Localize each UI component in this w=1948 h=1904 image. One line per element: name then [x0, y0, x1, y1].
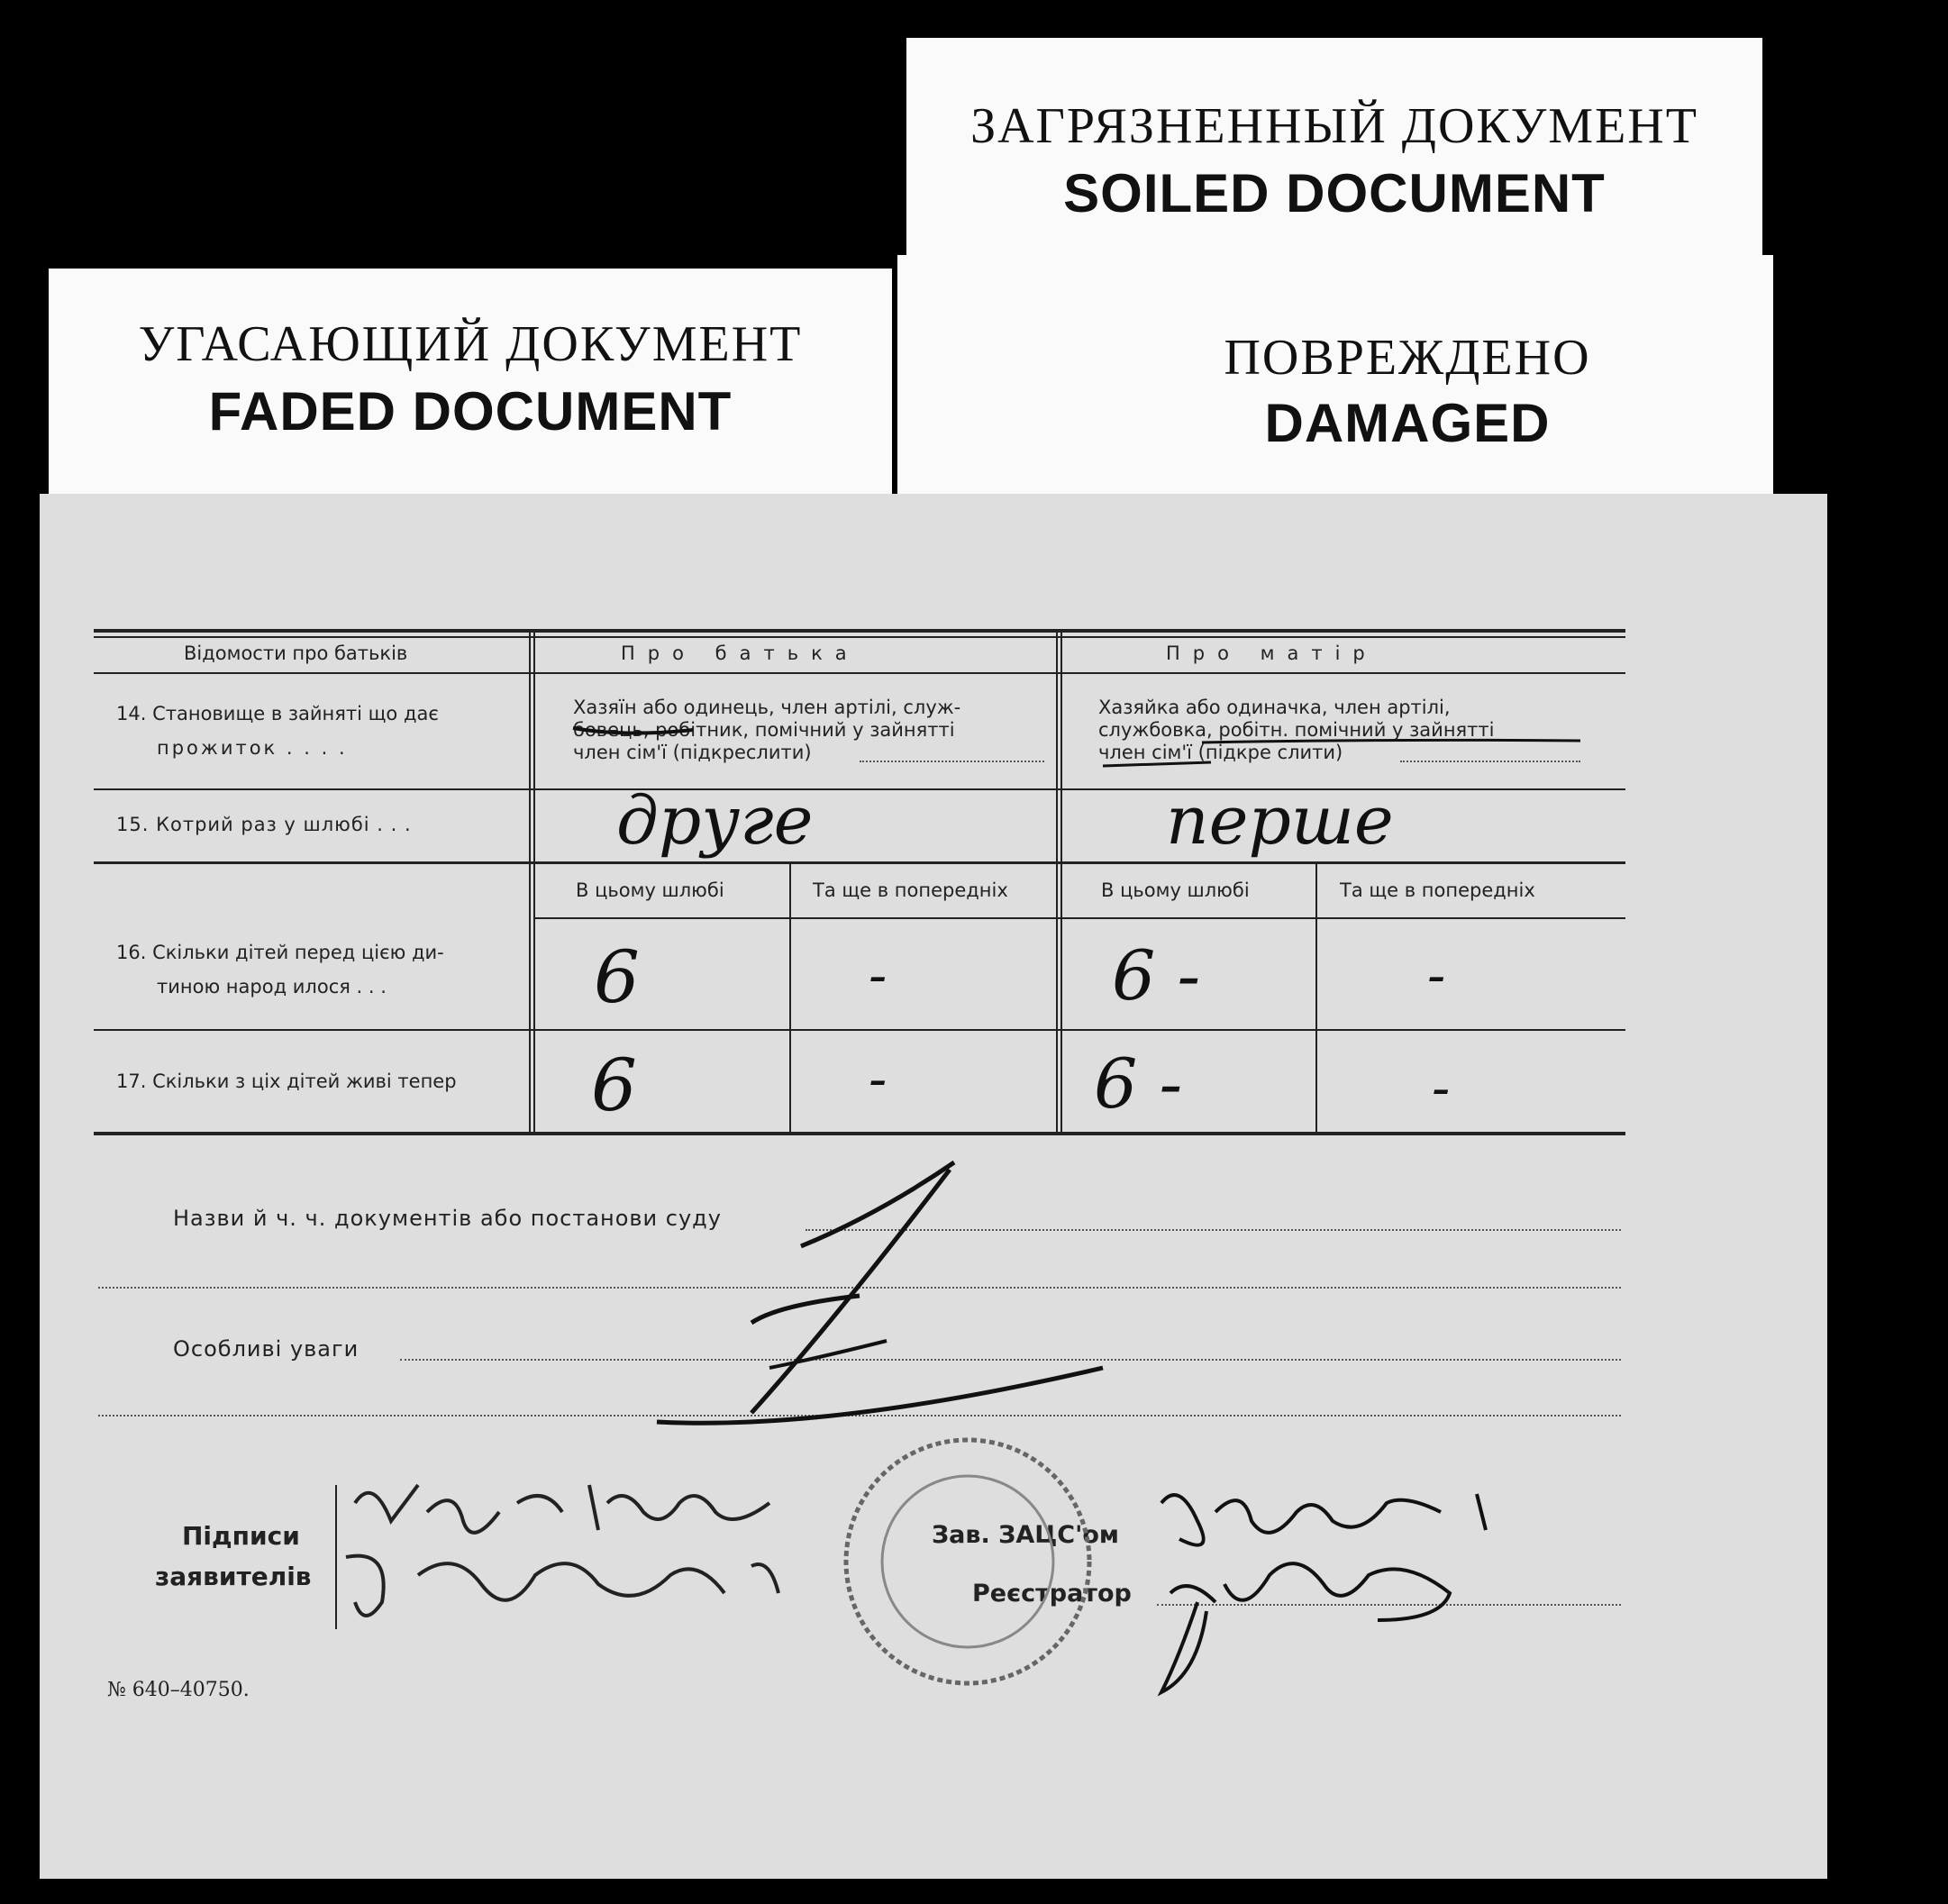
row16-mother-this: 6 - [1112, 935, 1201, 1016]
head-of-registry-label: Зав. ЗАЦС'ом [932, 1521, 1119, 1549]
row-divider [94, 1029, 1625, 1031]
row14-father-line1: Хазяїн або одинець, член артілі, служ- [573, 697, 961, 718]
row-divider [94, 861, 1625, 864]
header-about-mother: Про матір [1166, 642, 1378, 664]
row14-mother-line2: службовка, робітн. помічний у зайнятті [1098, 719, 1495, 741]
father-previous-header: Та ще в попередніх [813, 879, 1008, 901]
row17-father-this: 6 [591, 1043, 637, 1127]
row15-mother-value: перше [1166, 782, 1394, 860]
row-divider [94, 672, 1625, 674]
father-this-marriage-header: В цьому шлюбі [576, 879, 724, 901]
mother-this-marriage-header: В цьому шлюбі [1101, 879, 1250, 901]
registration-form [40, 494, 1827, 1879]
header-parents-info: Відомости про батьків [184, 642, 408, 664]
faded-label-ru: УГАСАЮЩИЙ ДОКУМЕНТ [138, 316, 803, 372]
row14-mother-line1: Хазяйка або одиначка, член артілі, [1098, 697, 1451, 718]
cross-out-z-mark [652, 1152, 1157, 1449]
row16-mother-prev: - [1427, 944, 1446, 1007]
row16-label-line2: тиною народ илося . . . [157, 976, 387, 998]
row-divider [533, 917, 1625, 919]
column-divider [1056, 629, 1058, 1134]
row15-father-value: друге [616, 782, 814, 860]
faded-label-en: FADED DOCUMENT [208, 381, 733, 442]
row17-mother-this: 6 - [1094, 1043, 1183, 1124]
row16-father-prev: - [869, 944, 888, 1007]
damaged-label-en: DAMAGED [1264, 393, 1551, 453]
damaged-label-ru: ПОВРЕЖДЕНО [1224, 330, 1591, 386]
registrar-label: Реєстратор [972, 1580, 1132, 1608]
row17-mother-prev: - [1432, 1057, 1451, 1120]
column-divider [529, 629, 531, 1134]
column-divider [789, 863, 791, 1134]
row-divider [94, 788, 1625, 790]
form-number: № 640–40750. [107, 1679, 250, 1701]
column-divider [533, 629, 535, 1134]
notes-label: Особливі уваги [173, 1336, 360, 1362]
applicant-signatures [337, 1467, 950, 1638]
official-signatures [1143, 1476, 1522, 1701]
signatures-label-line2: заявителів [155, 1562, 312, 1591]
row14-mother-line3: член сім'ї (підкре слити) [1098, 742, 1343, 763]
row14-father-line3: член сім'ї (підкреслити) [573, 742, 812, 763]
row16-father-this: 6 [594, 935, 640, 1019]
row14-father-line2: бовець, робітник, помічний у зайнятті [573, 719, 955, 741]
documents-label: Назви й ч. ч. документів або постанови суду [173, 1206, 722, 1231]
soiled-label-ru: ЗАГРЯЗНЕННЫЙ ДОКУМЕНТ [970, 98, 1698, 154]
row14-label-line2: прожиток . . . . [157, 737, 348, 759]
header-about-father: Про батька [621, 642, 860, 664]
mother-underline-mark [1094, 737, 1598, 773]
table-top-rule-thin [94, 636, 1625, 638]
soiled-label-en: SOILED DOCUMENT [1063, 163, 1606, 223]
signatures-label-line1: Підписи [182, 1521, 300, 1551]
father-underline-mark [571, 710, 697, 737]
row17-label: 17. Скільки з ціх дітей живі тепер [116, 1070, 457, 1092]
column-divider [1315, 863, 1317, 1134]
soiled-document-card [906, 38, 1762, 277]
row17-father-prev: - [869, 1048, 888, 1111]
table-top-rule [94, 629, 1625, 633]
table-bottom-rule [94, 1132, 1625, 1135]
mother-previous-header: Та ще в попередніх [1340, 879, 1535, 901]
column-divider [1060, 629, 1062, 1134]
row16-label-line1: 16. Скільки дітей перед цією ди- [116, 942, 444, 963]
row15-label: 15. Котрий раз у шлюбі . . . [116, 814, 412, 835]
row14-label-line1: 14. Становище в зайняті що дає [116, 703, 439, 724]
row14-father-dotted [860, 761, 1044, 762]
faded-document-card [49, 269, 892, 505]
damaged-card [897, 255, 1773, 507]
